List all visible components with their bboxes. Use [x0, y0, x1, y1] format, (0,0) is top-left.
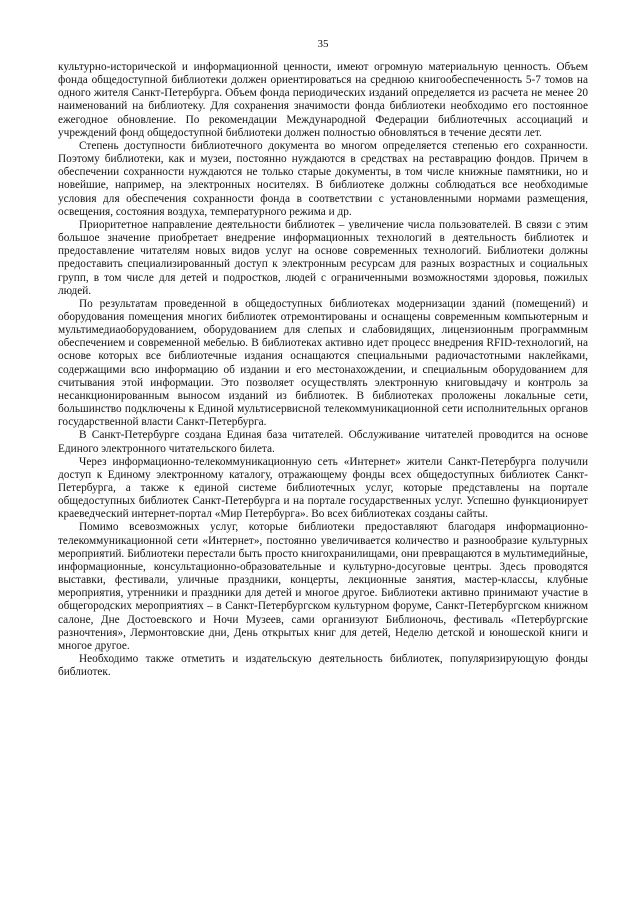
paragraph: Помимо всевозможных услуг, которые библиотеки предоставляют благодаря информационно-телекоммуникационной сети «Интернет», постоянно увеличивается количество и разнообразие культурных мероприятий. Библиотеки перестали быть просто книгохранилищами, они превращаются в мультимедийные, информационные, консультационно-образовательные и культурно-досуговые центры. Здесь проводятся выставки, фестивали, уличные праздники, концерты, лекционные занятия, мастер-классы, клубные мероприятия, утренники и праздники для детей и многое другое. Библиотеки активно принимают участие в общегородских мероприятиях – в Санкт-Петербургском культурном форуме, Санкт-Петербургском книжном салоне, Дне Достоевского и Ночи Музеев, сами организуют Библионочь, фестиваль «Петербургские разночтения», Лермонтовские дни, День открытых книг для детей, Неделю детской и юношеской книги и многое другое.	[58, 521, 588, 652]
paragraph: Приоритетное направление деятельности библиотек – увеличение числа пользователей. В связи с этим большое значение приобретает внедрение информационных технологий в деятельность библиотек и предоставление читателям новых видов услуг на основе современных технологий. Библиотеки должны предоставить специализированный доступ к электронным ресурсам для разных возрастных и социальных групп, в том числе для детей и подростков, людей с ограниченными возможностями здоровья, пожилых людей.	[58, 218, 588, 297]
paragraph: В Санкт-Петербурге создана Единая база читателей. Обслуживание читателей проводится на основе Единого электронного читательского билета.	[58, 429, 588, 455]
paragraph: Через информационно-телекоммуникационную сеть «Интернет» жители Санкт-Петербурга получили доступ к Единому электронному каталогу, отражающему фонды всех общедоступных библиотек Санкт-Петербурга, а также к единой системе библиотечных услуг, которые представлены на портале общедоступных библиотек Санкт-Петербурга и на портале государственных услуг. Успешно функционирует краеведческий интернет-портал «Мир Петербурга». Во всех библиотеках созданы сайты.	[58, 455, 588, 521]
paragraph: культурно-исторической и информационной ценности, имеют огромную материальную ценность. Объем фонда общедоступной библиотеки должен ориентироваться на среднюю книгообеспеченность 5-7 томов на одного жителя Санкт-Петербурга. Объем фонда периодических изданий определяется из расчета не менее 20 наименований на библиотеку. Для сохранения значимости фонда библиотеки необходимо его постоянное ежегодное обновление. По рекомендации Международной Федерации библиотечных ассоциаций и учреждений фонд общедоступной библиотеки должен полностью обновляться в течение десяти лет.	[58, 61, 588, 139]
paragraph: Необходимо также отметить и издательскую деятельность библиотек, популяризирующую фонды библиотек.	[58, 653, 588, 679]
page-number: 35	[317, 38, 329, 50]
paragraph: По результатам проведенной в общедоступных библиотеках модернизации зданий (помещений) и оборудования помещения многих библиотек отремонтированы и оснащены современным компьютерным и мультимедиаоборудованием, оборудованием для слепых и слабовидящих, лицензионным программным обеспечением и современной мебелью. В библиотеках активно идет процесс внедрения RFID-технологий, на основе которых все библиотечные издания оснащаются специальными радиочастотными наклейками, содержащими всю информацию об издании и его местонахождении, и специальным оборудованием для считывания этой информации. Это позволяет осуществлять электронную книговыдачу и контроль за несанкционированным выносом изданий из библиотек. В библиотеках проложены локальные сети, большинство подключены к Единой мультисервисной телекоммуникационной сети исполнительных органов государственной власти Санкт-Петербурга.	[58, 297, 588, 429]
paragraph: Степень доступности библиотечного документа во многом определяется степенью его сохранности. Поэтому библиотеки, как и музеи, постоянно нуждаются в средствах на реставрацию фондов. Причем в обеспечении сохранности нуждаются не только старые документы, в том числе книжные памятники, но и новейшие, например, на электронных носителях. В библиотеке должны соблюдаться все необходимые условия для обеспечения сохранности фонда в соответствии с установленными нормами размещения, освещения, состояния воздуха, температурного режима и др.	[58, 139, 588, 218]
body-text	[58, 61, 588, 679]
